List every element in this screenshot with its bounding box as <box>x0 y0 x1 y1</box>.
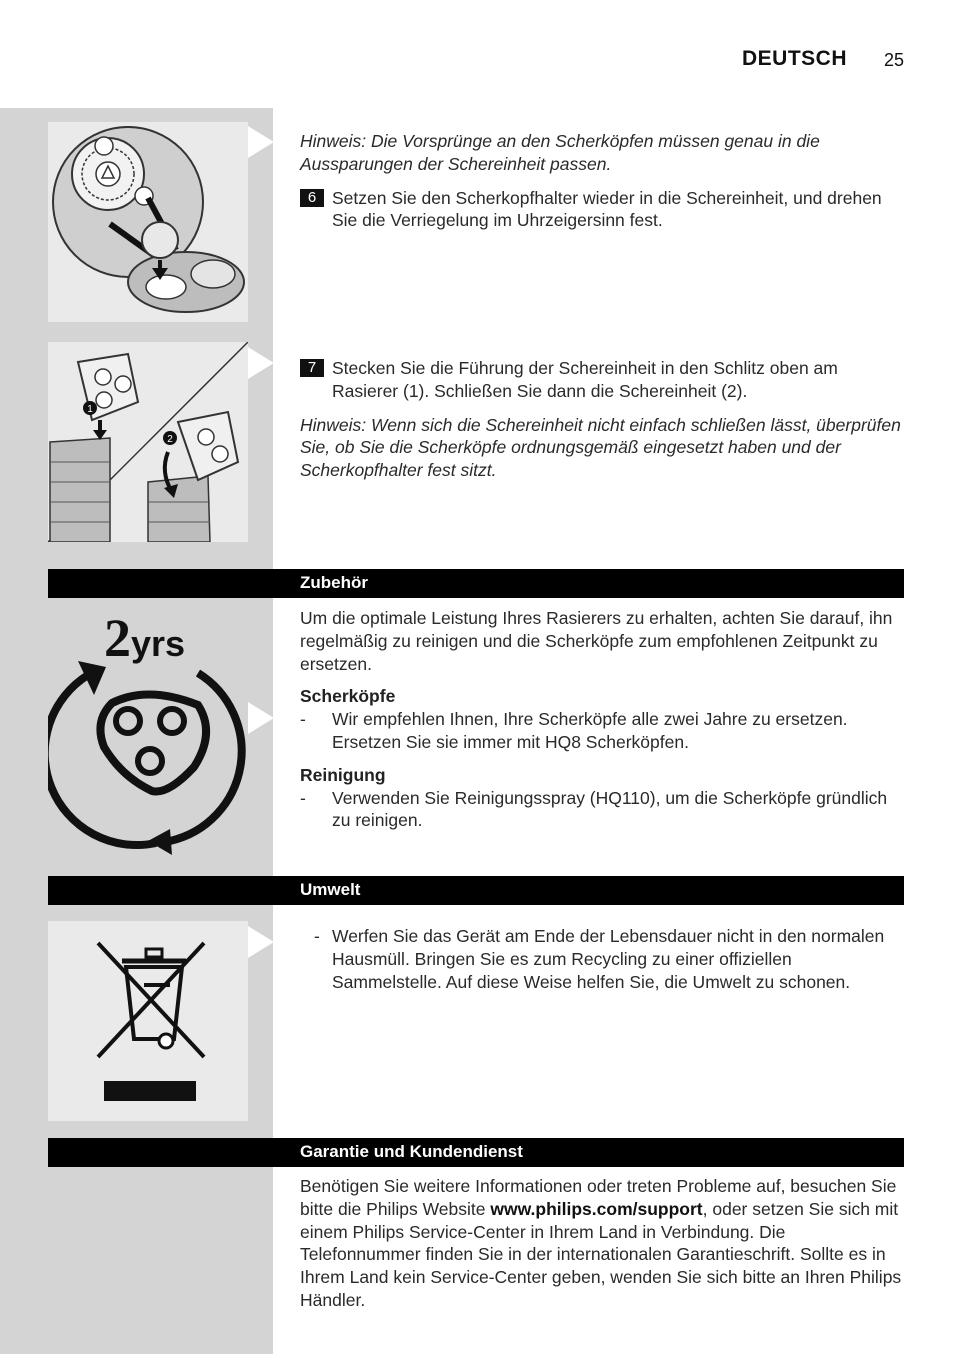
zubehoer-intro: Um die optimale Leistung Ihres Rasierers zu erhalten, achten Sie darauf, ihn regelmäßig zu reinigen und die Scherköpfe zum empfohlenen Zeitpunkt zu ersetzen. <box>300 608 893 674</box>
scherkoepfe-item <box>300 708 906 754</box>
shaver-closing-illustration-icon <box>48 342 248 542</box>
step7-note: Hinweis: Wenn sich die Schereinheit nicht einfach schließen lässt, überprüfen Sie, ob Sie die Scherköpfe ordnungsgemäß eingesetzt haben und der Scherkopfhalter fest sitzt. <box>300 414 901 481</box>
garantie-paragraph <box>300 1175 906 1312</box>
illustration-pointer <box>248 126 274 158</box>
garantie-block <box>300 1175 906 1312</box>
bullet-dash: - <box>314 926 320 946</box>
page-number: 25 <box>884 50 905 70</box>
illustration-pointer <box>248 926 274 958</box>
scherkoepfe-heading: Scherköpfe <box>300 686 396 707</box>
callout-2: 2 <box>167 434 173 445</box>
bullet-dash: - <box>300 787 306 808</box>
step7-block <box>300 357 906 482</box>
cycle-arrows-icon <box>48 605 258 855</box>
garantie-text-before: Benötigen Sie weitere Informationen oder treten Probleme auf, besuchen Sie bitte die Philips Website <box>300 1176 897 1219</box>
section-bar-garantie <box>48 1138 904 1167</box>
callout-1: 1 <box>87 404 93 415</box>
reinigung-heading: Reinigung <box>300 764 386 785</box>
icon-big-number: 2 <box>104 608 131 668</box>
reinigung-text: Verwenden Sie Reinigungsspray (HQ110), um die Scherköpfe gründlich zu reinigen. <box>332 787 888 831</box>
illustration-pointer <box>248 702 274 734</box>
umwelt-item <box>300 925 906 993</box>
bullet-dash: - <box>300 709 306 730</box>
zubehoer-block <box>300 607 906 832</box>
section-title-zubehoer: Zubehör <box>300 573 368 592</box>
section-bar-zubehoer <box>48 569 904 598</box>
weee-disposal-illustration <box>48 921 248 1121</box>
crossed-out-bin-icon <box>48 921 248 1121</box>
section-bar-umwelt <box>48 876 904 905</box>
scherkoepfe-text: Wir empfehlen Ihnen, Ihre Scherköpfe alle zwei Jahre zu ersetzen. Ersetzen Sie sie immer mit HQ8 Scherköpfen. <box>332 709 848 752</box>
illustration-shaving-head-holder <box>48 122 248 322</box>
illustration-insert-shaving-unit <box>48 342 248 542</box>
shaving-unit-illustration-icon <box>48 122 248 322</box>
replacement-2yrs-icon <box>48 605 258 855</box>
philips-support-link[interactable]: www.philips.com/support <box>490 1198 703 1219</box>
step7-number: 7 <box>300 359 324 377</box>
header-language: DEUTSCH <box>742 47 848 70</box>
step6-number: 6 <box>300 189 324 207</box>
section-title-garantie: Garantie und Kundendienst <box>300 1142 523 1161</box>
step6-text: Setzen Sie den Scherkopfhalter wieder in die Schereinheit, und drehen Sie die Verriegelung im Uhrzeigersinn fest. <box>332 187 882 231</box>
step6-instruction <box>300 187 906 233</box>
step6-block <box>300 130 906 232</box>
icon-small-label: yrs <box>131 623 186 664</box>
reinigung-item <box>300 787 906 833</box>
step6-note: Hinweis: Die Vorsprünge an den Scherköpfen müssen genau in die Aussparungen der Schereinheit passen. <box>300 131 820 174</box>
illustration-pointer <box>248 347 274 379</box>
section-title-umwelt: Umwelt <box>300 880 361 899</box>
umwelt-text: Werfen Sie das Gerät am Ende der Lebensdauer nicht in den normalen Hausmüll. Bringen Sie es zum Recycling zu einer offiziellen Sammelstelle. Auf diese Weise helfen Sie, die Umwelt zu schonen. <box>332 926 885 992</box>
step7-text: Stecken Sie die Führung der Schereinheit in den Schlitz oben am Rasierer (1). Schließen Sie dann die Schereinheit (2). <box>332 358 838 401</box>
umwelt-block <box>300 925 906 993</box>
garantie-text-after: , oder setzen Sie sich mit einem Philips Service-Center in Ihrem Land in Verbindung. Die Telefonnummer finden Sie in der internationalen Garantieschrift. Sollte es in Ihrem Land kein Service-Center geben, wenden Sie sich bitte an Ihren Philips Händler. <box>300 1198 902 1310</box>
step7-instruction <box>300 357 906 403</box>
